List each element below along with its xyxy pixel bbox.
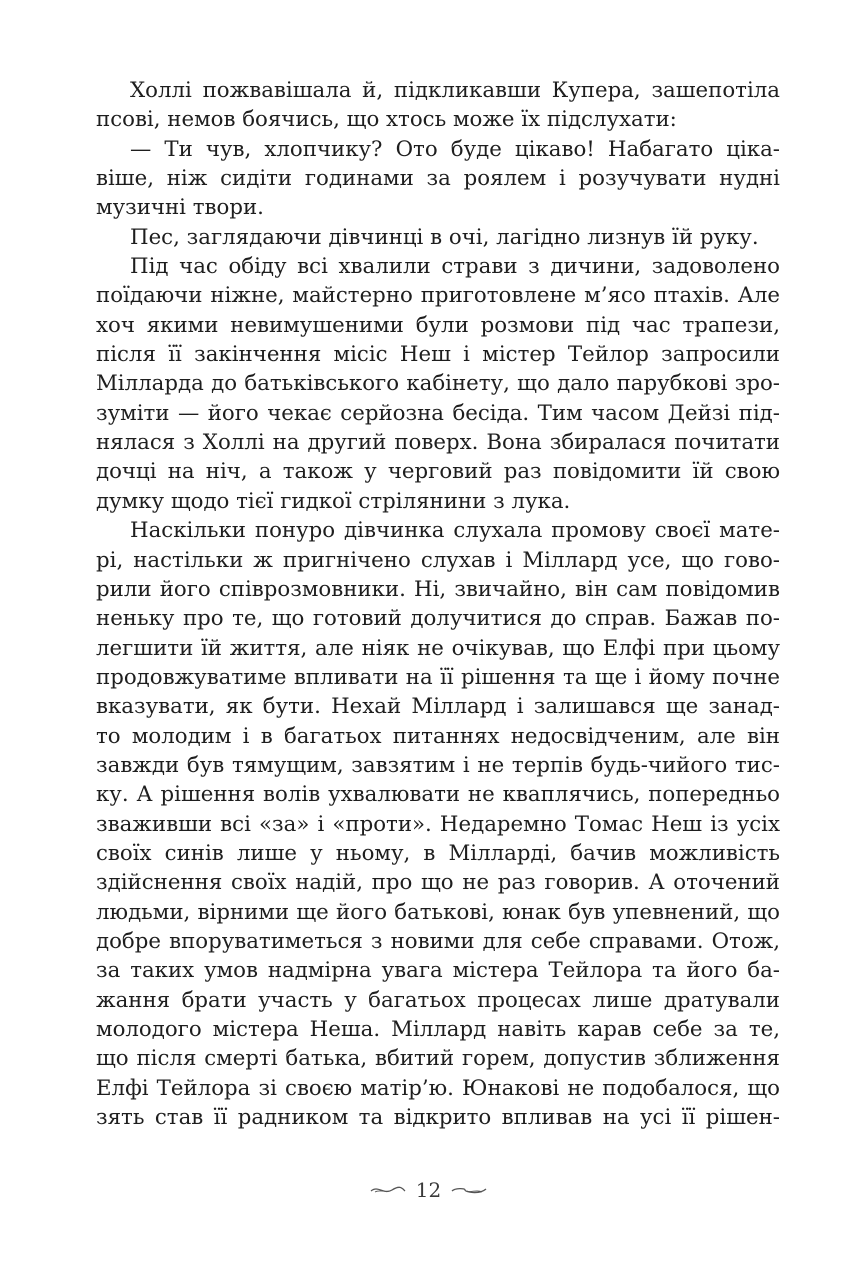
text-line: Холлі пожвавішала й, підкликавши Купера, зашепотіла: [130, 78, 780, 103]
text-line: то молодим і в багатьох питаннях недосвідченим, але він: [96, 723, 780, 749]
text-line: зваживши всі «за» і «проти». Недаремно Томас Неш із усіх: [96, 811, 780, 837]
text-line: поїдаючи ніжне, майстерно приготовлене м’ясо птахів. Але: [96, 283, 780, 309]
text-line: хоч якими невимушеними були розмови під час трапези,: [96, 312, 780, 338]
text-line: за таких умов надмірна увага містера Тейлора та його ба-: [96, 958, 780, 984]
swash-right-ornament: [451, 1183, 487, 1197]
text-line: Пес, заглядаючи дівчинці в очі, лагідно лизнув їй руку.: [130, 224, 759, 250]
text-line: зять став її радником та відкрито впливав на усі її рішен-: [96, 1105, 780, 1131]
text-line: своїх синів лише у ньому, в Мілларді, бачив можливість: [96, 840, 780, 866]
text-line: Під час обіду всі хвалили страви з дичини, задоволено: [130, 254, 780, 280]
book-page-text: [96, 76, 780, 1132]
text-line: легшити їй життя, але ніяк не очікував, що Елфі при цьому: [96, 635, 780, 661]
text-line: музичні твори.: [96, 195, 264, 221]
text-line: віше, ніж сидіти годинами за роялем і розучувати нудні: [96, 166, 780, 192]
text-line: неньку про те, що готовий долучитися до справ. Бажав по-: [96, 606, 780, 632]
text-line: Мілларда до батьківського кабінету, що дало парубкові зро-: [96, 371, 780, 397]
page-footer: [0, 1176, 857, 1204]
swash-left-ornament: [370, 1183, 406, 1197]
page-number: 12: [415, 1178, 442, 1202]
text-line: нялася з Холлі на другий поверх. Вона збиралася почитати: [96, 430, 780, 456]
text-line: завжди був тямущим, завзятим і не терпів будь-чийого тис-: [96, 752, 780, 778]
text-line: молодого містера Неша. Міллард навіть карав себе за те,: [96, 1017, 780, 1042]
text-line: продовжуватиме впливати на її рішення та ще і йому почне: [96, 664, 780, 690]
text-line: жання брати участь у багатьох процесах лише дратували: [96, 987, 780, 1013]
text-line: дочці на ніч, а також у черговий раз повідомити їй свою: [96, 459, 780, 485]
text-line: псові, немов боячись, що хтось може їх підслухати:: [96, 107, 677, 133]
text-line: думку щодо тієї гидкої стрілянини з лука.: [96, 488, 571, 514]
text-line: після її закінчення місіс Неш і містер Тейлор запросили: [96, 342, 780, 368]
text-line: Елфі Тейлора зі своєю матір’ю. Юнакові не подобалося, що: [96, 1075, 780, 1101]
text-line: Наскільки понуро дівчинка слухала промову своєї мате-: [130, 518, 780, 544]
text-line: ку. А рішення волів ухвалювати не кваплячись, попередньо: [96, 782, 780, 808]
text-line: що після смерті батька, вбитий горем, допустив зближення: [96, 1046, 780, 1072]
text-line: рили його співрозмовники. Ні, звичайно, він сам повідомив: [96, 576, 780, 602]
text-line: здійснення своїх надій, про що не раз говорив. А оточений: [96, 870, 780, 896]
text-line: людьми, вірними ще його батькові, юнак був упевнений, що: [96, 899, 780, 925]
text-line: — Ти чув, хлопчику? Ото буде цікаво! Набагато ціка-: [130, 136, 780, 162]
text-line: добре впоруватиметься з новими для себе справами. Отож,: [96, 928, 780, 954]
text-line: рі, настільки ж пригнічено слухав і Міллард усе, що гово-: [96, 547, 780, 573]
text-line: зуміти — його чекає серйозна бесіда. Тим часом Дейзі під-: [96, 400, 780, 426]
text-line: вказувати, як бути. Нехай Міллард і залишався ще занад-: [96, 694, 780, 720]
